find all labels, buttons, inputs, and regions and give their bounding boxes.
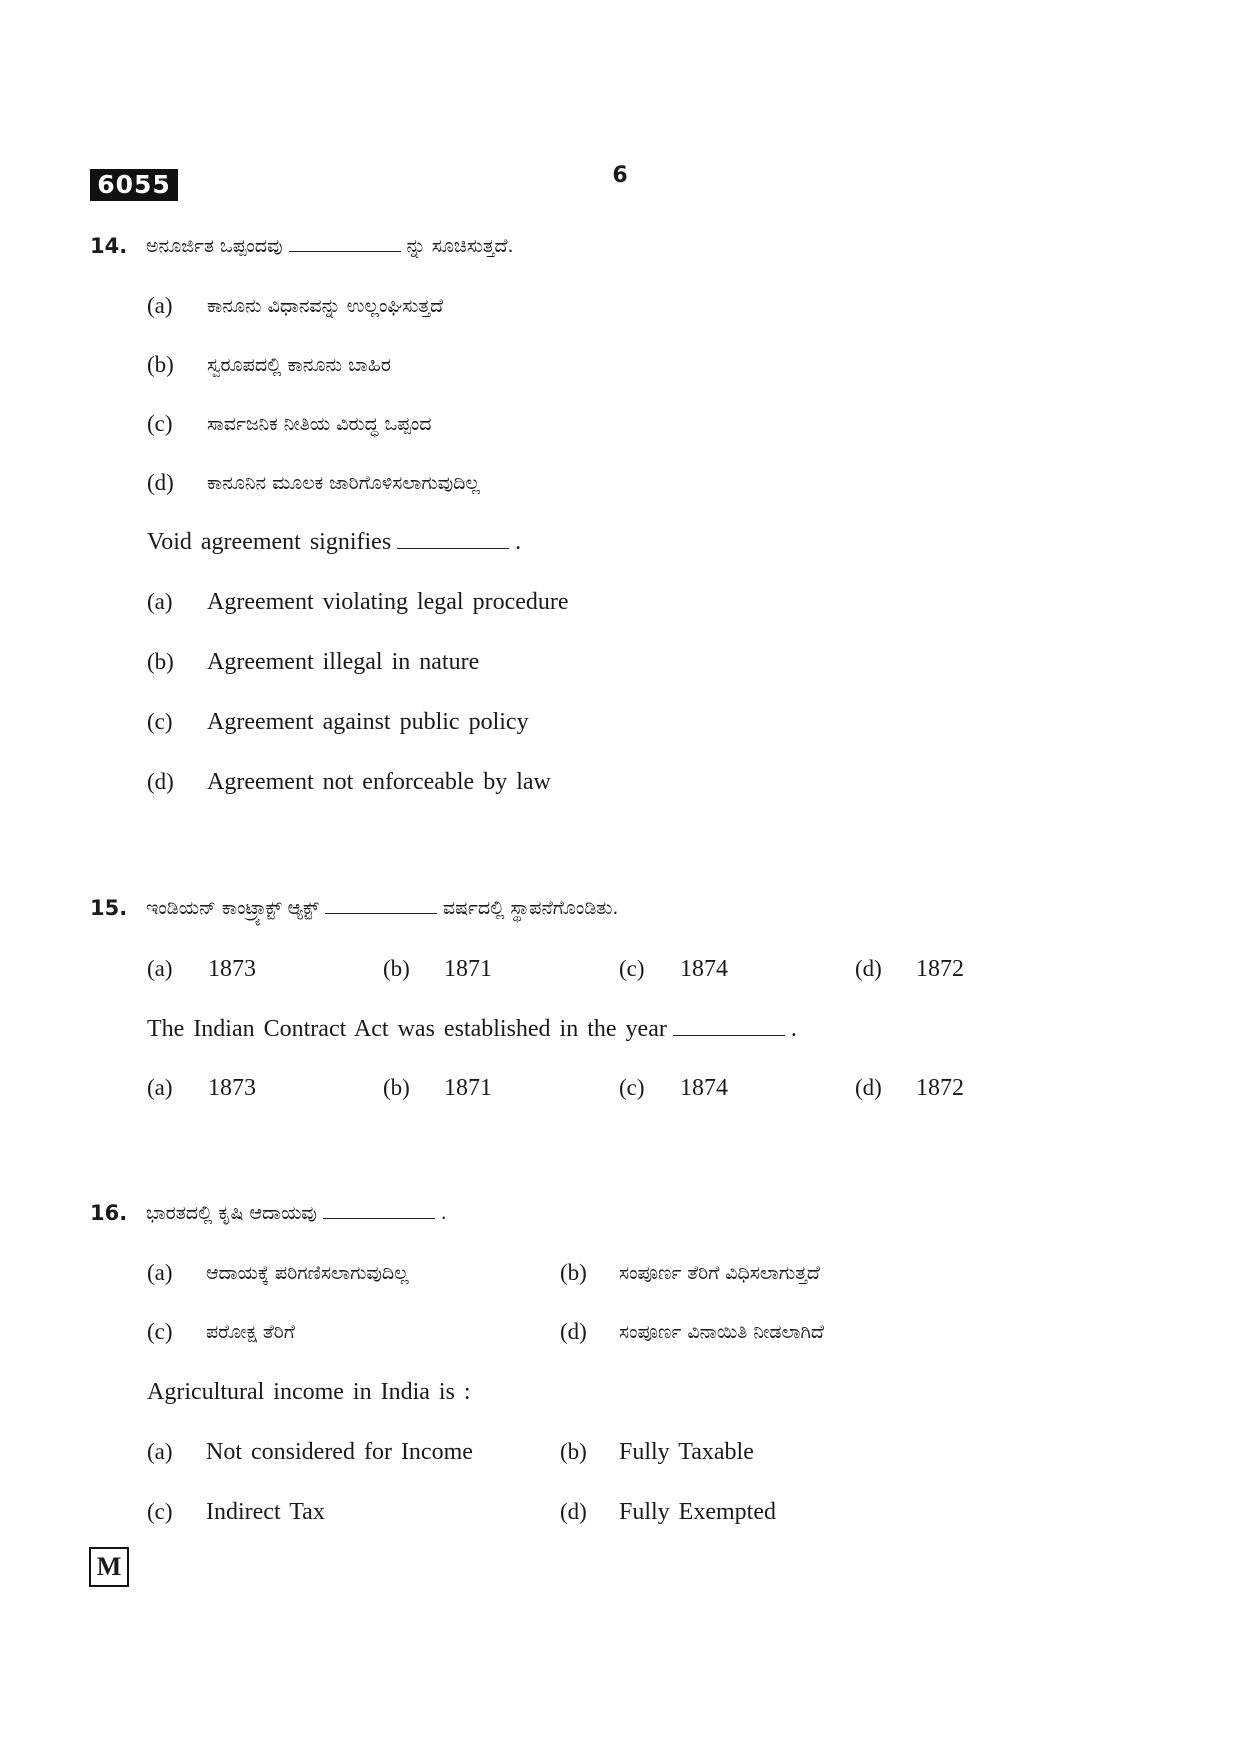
answer-blank xyxy=(673,1013,785,1036)
stem-suffix: ವರ್ಷದಲ್ಲಿ ಸ್ಥಾಪನೆಗೊಂಡಿತು. xyxy=(442,897,619,919)
answer-blank xyxy=(325,891,437,914)
option-text: 1872 xyxy=(916,1075,964,1101)
option-label: (c) xyxy=(619,1075,645,1100)
option-label: (a) xyxy=(147,293,173,318)
stem-prefix: ಭಾರತದಲ್ಲಿ ಕೃಷಿ ಆದಾಯವು xyxy=(146,1202,317,1224)
option-label: (c) xyxy=(147,1319,173,1344)
option-text: Fully Taxable xyxy=(619,1439,754,1465)
option-label: (b) xyxy=(147,352,174,377)
option-label: (a) xyxy=(147,956,173,981)
stem-prefix: Void agreement signifies xyxy=(147,529,392,555)
option-text: Fully Exempted xyxy=(619,1499,776,1525)
option-label: (c) xyxy=(619,956,645,981)
stem-suffix: . xyxy=(515,529,522,555)
option-text: 1873 xyxy=(208,1075,256,1101)
option-text: 1872 xyxy=(916,956,964,982)
answer-blank xyxy=(323,1196,435,1219)
option-text: Agreement not enforceable by law xyxy=(207,769,551,795)
medium-mark-box: M xyxy=(89,1547,129,1587)
option-grid xyxy=(147,1315,1007,1349)
option-text: 1871 xyxy=(444,956,492,982)
option-label: (b) xyxy=(560,1439,587,1464)
option-label: (b) xyxy=(383,1075,410,1100)
option-label: (d) xyxy=(855,956,882,981)
answer-blank xyxy=(289,229,401,252)
option-grid xyxy=(147,1435,1007,1469)
option-label: (d) xyxy=(855,1075,882,1100)
option-label: (a) xyxy=(147,1260,173,1285)
paper-code-badge: 6055 xyxy=(90,169,178,201)
option-label: (a) xyxy=(147,589,173,614)
option-label: (a) xyxy=(147,1075,173,1100)
option-label: (d) xyxy=(560,1499,587,1524)
option-label: (c) xyxy=(147,411,173,436)
option-label: (b) xyxy=(560,1260,587,1285)
stem-prefix: The Indian Contract Act was established in the year xyxy=(147,1016,667,1042)
option-label: (a) xyxy=(147,1439,173,1464)
option-grid xyxy=(147,952,1007,986)
option-text: ಸಾರ್ವಜನಿಕ ನೀತಿಯ ವಿರುದ್ಧ ಒಪ್ಪಂದ xyxy=(207,413,432,435)
option-text: Indirect Tax xyxy=(206,1499,325,1525)
question-number: 14. xyxy=(90,234,128,258)
page-number: 6 xyxy=(612,163,628,188)
option-label: (d) xyxy=(560,1319,587,1344)
question-number: 15. xyxy=(90,896,128,920)
option-text: 1874 xyxy=(680,1075,728,1101)
question-14-english-stem xyxy=(147,525,521,559)
option-label: (b) xyxy=(383,956,410,981)
question-number: 16. xyxy=(90,1201,128,1225)
option-grid xyxy=(147,1256,1007,1290)
option-text: Agreement violating legal procedure xyxy=(207,589,569,615)
option-text: ಆದಾಯಕ್ಕೆ ಪರಿಗಣಿಸಲಾಗುವುದಿಲ್ಲ xyxy=(206,1262,409,1284)
option-label: (b) xyxy=(147,649,174,674)
option-text: 1874 xyxy=(680,956,728,982)
option-label: (d) xyxy=(147,769,174,794)
option-label: (c) xyxy=(147,709,173,734)
question-15-english-stem xyxy=(147,1012,797,1046)
option-text: Agreement illegal in nature xyxy=(207,649,480,675)
option-text: Agreement against public policy xyxy=(207,709,529,735)
option-grid xyxy=(147,1495,1007,1529)
option-grid xyxy=(147,1071,1007,1105)
option-text: ಸಂಪೂರ್ಣ ವಿನಾಯಿತಿ ನೀಡಲಾಗಿದೆ xyxy=(619,1321,824,1343)
option-text: ಸಂಪೂರ್ಣ ತೆರಿಗೆ ವಿಧಿಸಲಾಗುತ್ತದೆ xyxy=(619,1262,820,1284)
stem-suffix: . xyxy=(790,1016,797,1042)
stem-prefix: ಅನೂರ್ಜಿತ ಒಪ್ಪಂದವು xyxy=(146,235,283,257)
stem-suffix: ನ್ನು ಸೂಚಿಸುತ್ತದೆ. xyxy=(406,235,514,257)
option-text: Not considered for Income xyxy=(206,1439,473,1465)
stem-prefix: ಇಂಡಿಯನ್ ಕಾಂಟ್ರ್ಯಾಕ್ಟ್ ಆ್ಯಕ್ಟ್ xyxy=(146,897,319,919)
option-text: ಸ್ವರೂಪದಲ್ಲಿ ಕಾನೂನು ಬಾಹಿರ xyxy=(207,354,391,376)
option-text: 1873 xyxy=(208,956,256,982)
question-16-english-stem: Agricultural income in India is : xyxy=(147,1379,471,1405)
option-text: ಕಾನೂನು ವಿಧಾನವನ್ನು ಉಲ್ಲಂಘಿಸುತ್ತದೆ xyxy=(207,295,444,317)
option-label: (d) xyxy=(147,470,174,495)
option-text: ಪರೋಕ್ಷ ತೆರಿಗೆ xyxy=(206,1321,295,1343)
option-text: 1871 xyxy=(444,1075,492,1101)
answer-blank xyxy=(397,526,509,549)
option-text: ಕಾನೂನಿನ ಮೂಲಕ ಜಾರಿಗೊಳಿಸಲಾಗುವುದಿಲ್ಲ xyxy=(207,472,480,494)
option-label: (c) xyxy=(147,1499,173,1524)
stem-suffix: . xyxy=(440,1202,447,1224)
